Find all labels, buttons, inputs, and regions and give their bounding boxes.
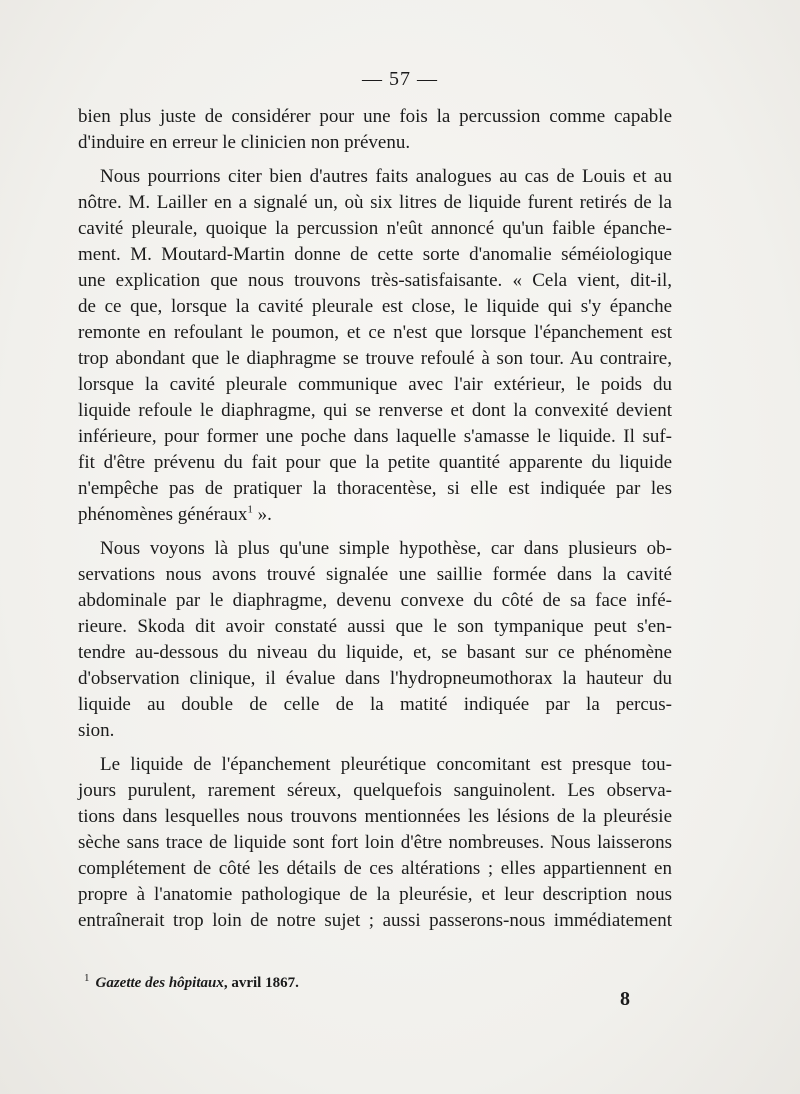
text-line-with-footnote <box>78 502 672 528</box>
text-line: tendre au-dessous du niveau du liquide, et, se basant sur ce phénomène <box>78 642 672 663</box>
text-line: d'induire en erreur le clinicien non prévenu. <box>78 132 411 153</box>
footnote-source: Gazette des hôpitaux <box>95 975 224 991</box>
text-fragment: ». <box>252 504 272 525</box>
text-line: lorsque la cavité pleurale communique avec l'air extérieur, le poids du <box>78 374 672 395</box>
text-line: cavité pleurale, quoique la percussion n'eût annoncé qu'un faible épanche- <box>78 218 672 239</box>
text-line: liquide au double de celle de la matité indiquée par la percus- <box>78 694 672 715</box>
text-line: nôtre. M. Lailler en a signalé un, où six litres de liquide furent retirés de la <box>78 192 672 213</box>
text-line: jours purulent, rarement séreux, quelquefois sanguinolent. Les observa- <box>78 780 672 801</box>
text-line: de ce que, lorsque la cavité pleurale est close, le liquide qui s'y épanche <box>78 296 672 317</box>
text-line: inférieure, pour former une poche dans laquelle s'amasse le liquide. Il suf- <box>78 426 672 447</box>
text-line: rieure. Skoda dit avoir constaté aussi que le son tympanique peut s'en- <box>78 616 672 637</box>
footnote <box>84 972 299 992</box>
text-line: remonte en refoulant le poumon, et ce n'est que lorsque l'épanchement est <box>78 322 672 343</box>
page-number: — 57 — <box>362 68 438 90</box>
signature-mark: 8 <box>620 988 630 1010</box>
body-text <box>78 104 672 934</box>
text-line: sèche sans trace de liquide sont fort loin d'être nombreuses. Nous laisserons <box>78 832 672 853</box>
paragraph-3 <box>78 536 672 744</box>
text-line: fit d'être prévenu du fait pour que la petite quantité apparente du liquide <box>78 452 672 473</box>
text-line: n'empêche pas de pratiquer la thoracentèse, si elle est indiquée par les <box>78 478 672 499</box>
text-line: une explication que nous trouvons très-satisfaisante. « Cela vient, dit-il, <box>78 270 672 291</box>
text-line: propre à l'anatomie pathologique de la pleurésie, et leur description nous <box>78 884 672 905</box>
text-fragment: phénomènes généraux <box>78 504 248 525</box>
text-line: d'observation clinique, il évalue dans l'hydropneumothorax la hauteur du <box>78 668 672 689</box>
text-line: sion. <box>78 720 115 741</box>
text-line: Nous pourrions citer bien d'autres faits analogues au cas de Louis et au <box>100 166 672 187</box>
text-line: ment. M. Moutard-Martin donne de cette sorte d'anomalie séméiologique <box>78 244 672 265</box>
text-line: entraînerait trop loin de notre sujet ; aussi passerons-nous immédiatement <box>78 910 672 931</box>
text-line: Nous voyons là plus qu'une simple hypothèse, car dans plusieurs ob- <box>100 538 672 559</box>
footnote-date: , avril 1867. <box>223 975 299 991</box>
text-line: tions dans lesquelles nous trouvons mentionnées les lésions de la pleurésie <box>78 806 672 827</box>
footnote-number: 1 <box>84 972 90 984</box>
text-line: Le liquide de l'épanchement pleurétique concomitant est presque tou- <box>100 754 672 775</box>
text-line: trop abondant que le diaphragme se trouve refoulé à son tour. Au contraire, <box>78 348 672 369</box>
paragraph-1 <box>78 104 672 156</box>
paragraph-2 <box>78 164 672 528</box>
text-line: bien plus juste de considérer pour une fois la percussion comme capable <box>78 106 672 127</box>
text-line: liquide refoule le diaphragme, qui se renverse et dont la convexité devient <box>78 400 672 421</box>
text-line: abdominale par le diaphragme, devenu convexe du côté de sa face infé- <box>78 590 672 611</box>
text-line: complétement de côté les détails de ces altérations ; elles appartiennent en <box>78 858 672 879</box>
footnote-reference: 1 <box>247 503 253 516</box>
paragraph-4 <box>78 752 672 934</box>
text-line: servations nous avons trouvé signalée une saillie formée dans la cavité <box>78 564 672 585</box>
